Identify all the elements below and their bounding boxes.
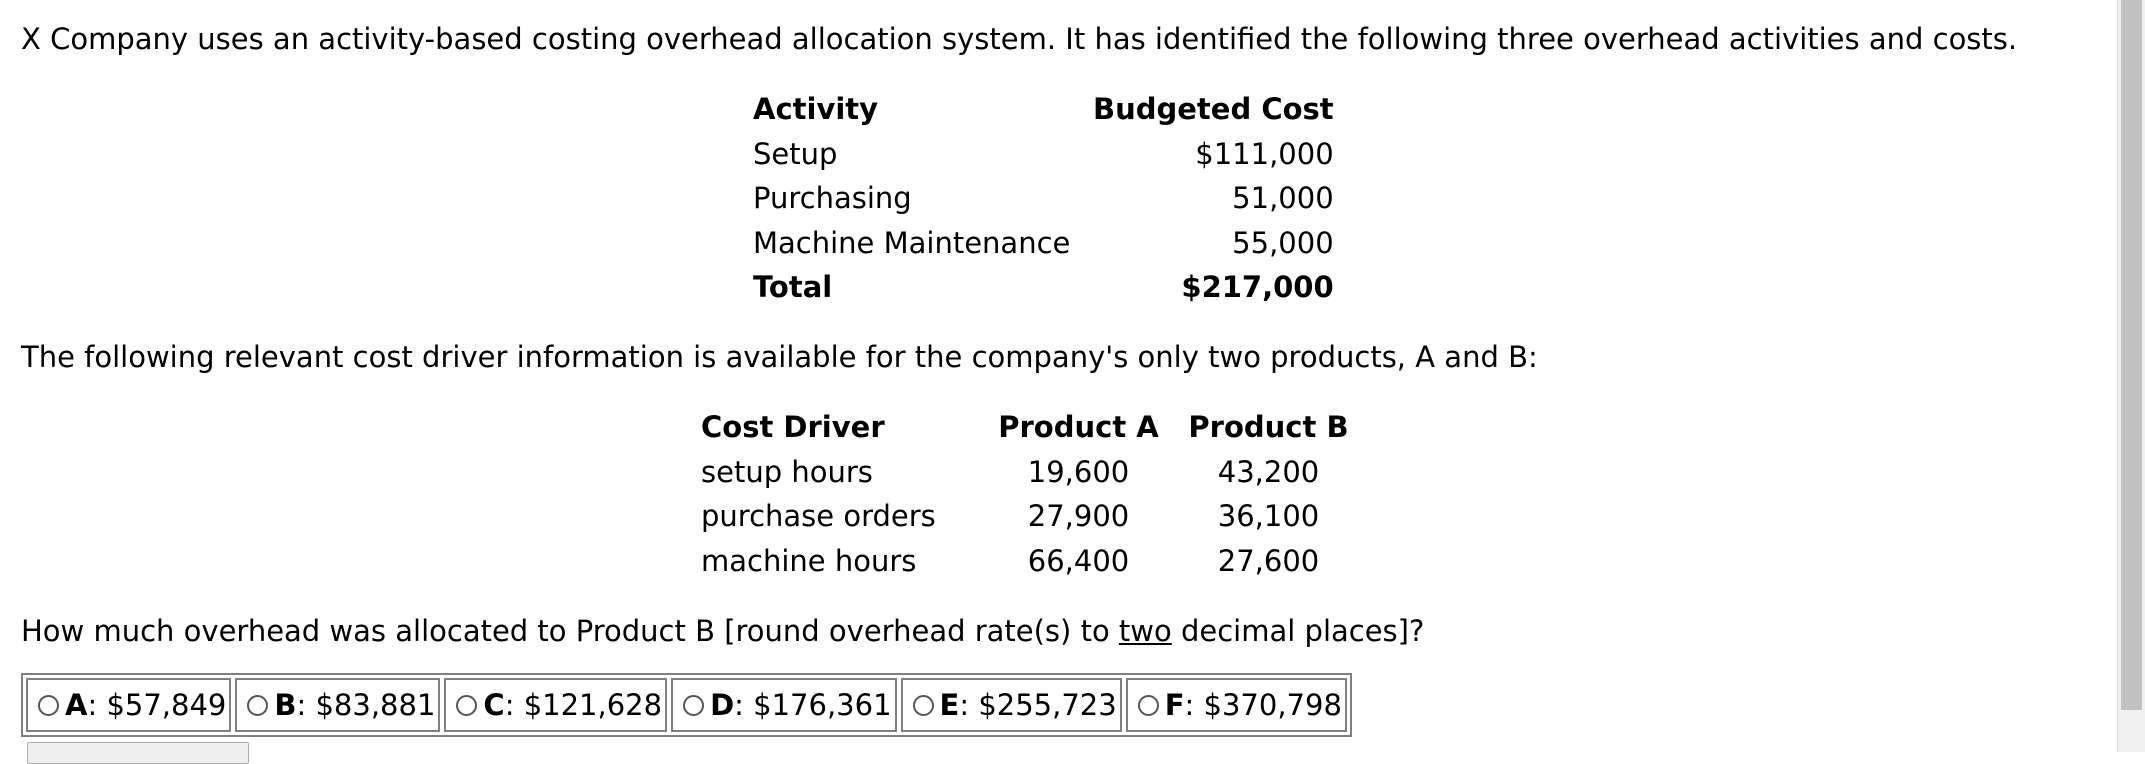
cost-driver-table	[701, 405, 1371, 583]
question-intro: X Company uses an activity-based costing overhead allocation system. It has identified the following three overhead activities and costs.	[21, 22, 2018, 56]
activity-cost-table	[753, 87, 1334, 310]
activity-cost: 55,000	[1232, 225, 1334, 260]
total-label: Total	[753, 270, 833, 304]
table-row	[753, 221, 1334, 266]
choice-b[interactable]	[235, 678, 440, 732]
choice-d[interactable]	[671, 678, 896, 732]
driver-name: purchase orders	[701, 499, 936, 533]
table-row	[701, 450, 1371, 495]
choice-value: : $121,628	[504, 688, 663, 722]
choice-e[interactable]	[901, 678, 1122, 732]
activity-cost: $111,000	[1195, 136, 1334, 171]
choice-letter: A	[65, 688, 88, 722]
choice-letter: E	[939, 688, 960, 722]
radio-button-e[interactable]	[913, 695, 934, 716]
table-row	[753, 176, 1334, 221]
product-a-value: 19,600	[1027, 454, 1130, 489]
choice-letter: B	[274, 688, 297, 722]
answer-choices	[21, 673, 1352, 737]
total-cost: $217,000	[1181, 270, 1334, 304]
choice-a[interactable]	[26, 678, 231, 732]
total-row	[753, 265, 1334, 310]
choice-value: : $176,361	[734, 688, 892, 722]
choice-letter: F	[1164, 688, 1185, 722]
prompt-text-after: decimal places]?	[1171, 614, 1425, 648]
activity-name: Purchasing	[753, 181, 912, 215]
table-row	[701, 539, 1371, 584]
budgeted-cost-header: Budgeted Cost	[1093, 92, 1334, 126]
radio-button-f[interactable]	[1138, 695, 1159, 716]
product-a-header: Product A	[998, 410, 1159, 444]
radio-button-d[interactable]	[683, 695, 704, 716]
choice-c[interactable]	[444, 678, 667, 732]
table-row	[701, 494, 1371, 539]
activity-cost: 51,000	[1232, 181, 1334, 215]
choice-value: : $255,723	[959, 688, 1117, 722]
activity-name: Machine Maintenance	[753, 225, 1071, 260]
choice-value: : $83,881	[296, 688, 436, 722]
product-a-value: 27,900	[1027, 499, 1130, 533]
product-a-value: 66,400	[1027, 543, 1130, 578]
choice-f[interactable]	[1126, 678, 1347, 732]
activity-name: Setup	[753, 136, 838, 171]
prompt-text-before: How much overhead was allocated to Product B [round overhead rate(s) to	[21, 614, 1119, 648]
choice-value: : $57,849	[87, 688, 227, 722]
choice-letter: D	[710, 688, 735, 722]
product-b-header: Product B	[1188, 410, 1349, 444]
choice-value: : $370,798	[1184, 688, 1342, 722]
driver-name: machine hours	[701, 543, 917, 578]
radio-button-b[interactable]	[247, 695, 268, 716]
table-row	[753, 132, 1334, 177]
table-header-row	[701, 405, 1371, 450]
question-prompt	[21, 611, 1424, 651]
product-b-value: 27,600	[1217, 543, 1320, 578]
table-header-row	[753, 87, 1334, 132]
driver-name: setup hours	[701, 454, 873, 489]
radio-button-a[interactable]	[38, 695, 59, 716]
prompt-text-underlined: two	[1118, 614, 1172, 648]
driver-intro: The following relevant cost driver information is available for the company's only two products, A and B:	[21, 340, 1538, 374]
vertical-scrollbar[interactable]	[2117, 0, 2145, 752]
radio-button-c[interactable]	[456, 695, 477, 716]
choice-letter: C	[483, 688, 505, 722]
product-b-value: 36,100	[1217, 499, 1320, 533]
activity-header: Activity	[753, 92, 879, 126]
scrollbar-thumb[interactable]	[2121, 0, 2142, 710]
submit-button-partial[interactable]	[27, 742, 249, 764]
cost-driver-header: Cost Driver	[701, 410, 885, 444]
product-b-value: 43,200	[1217, 454, 1320, 489]
